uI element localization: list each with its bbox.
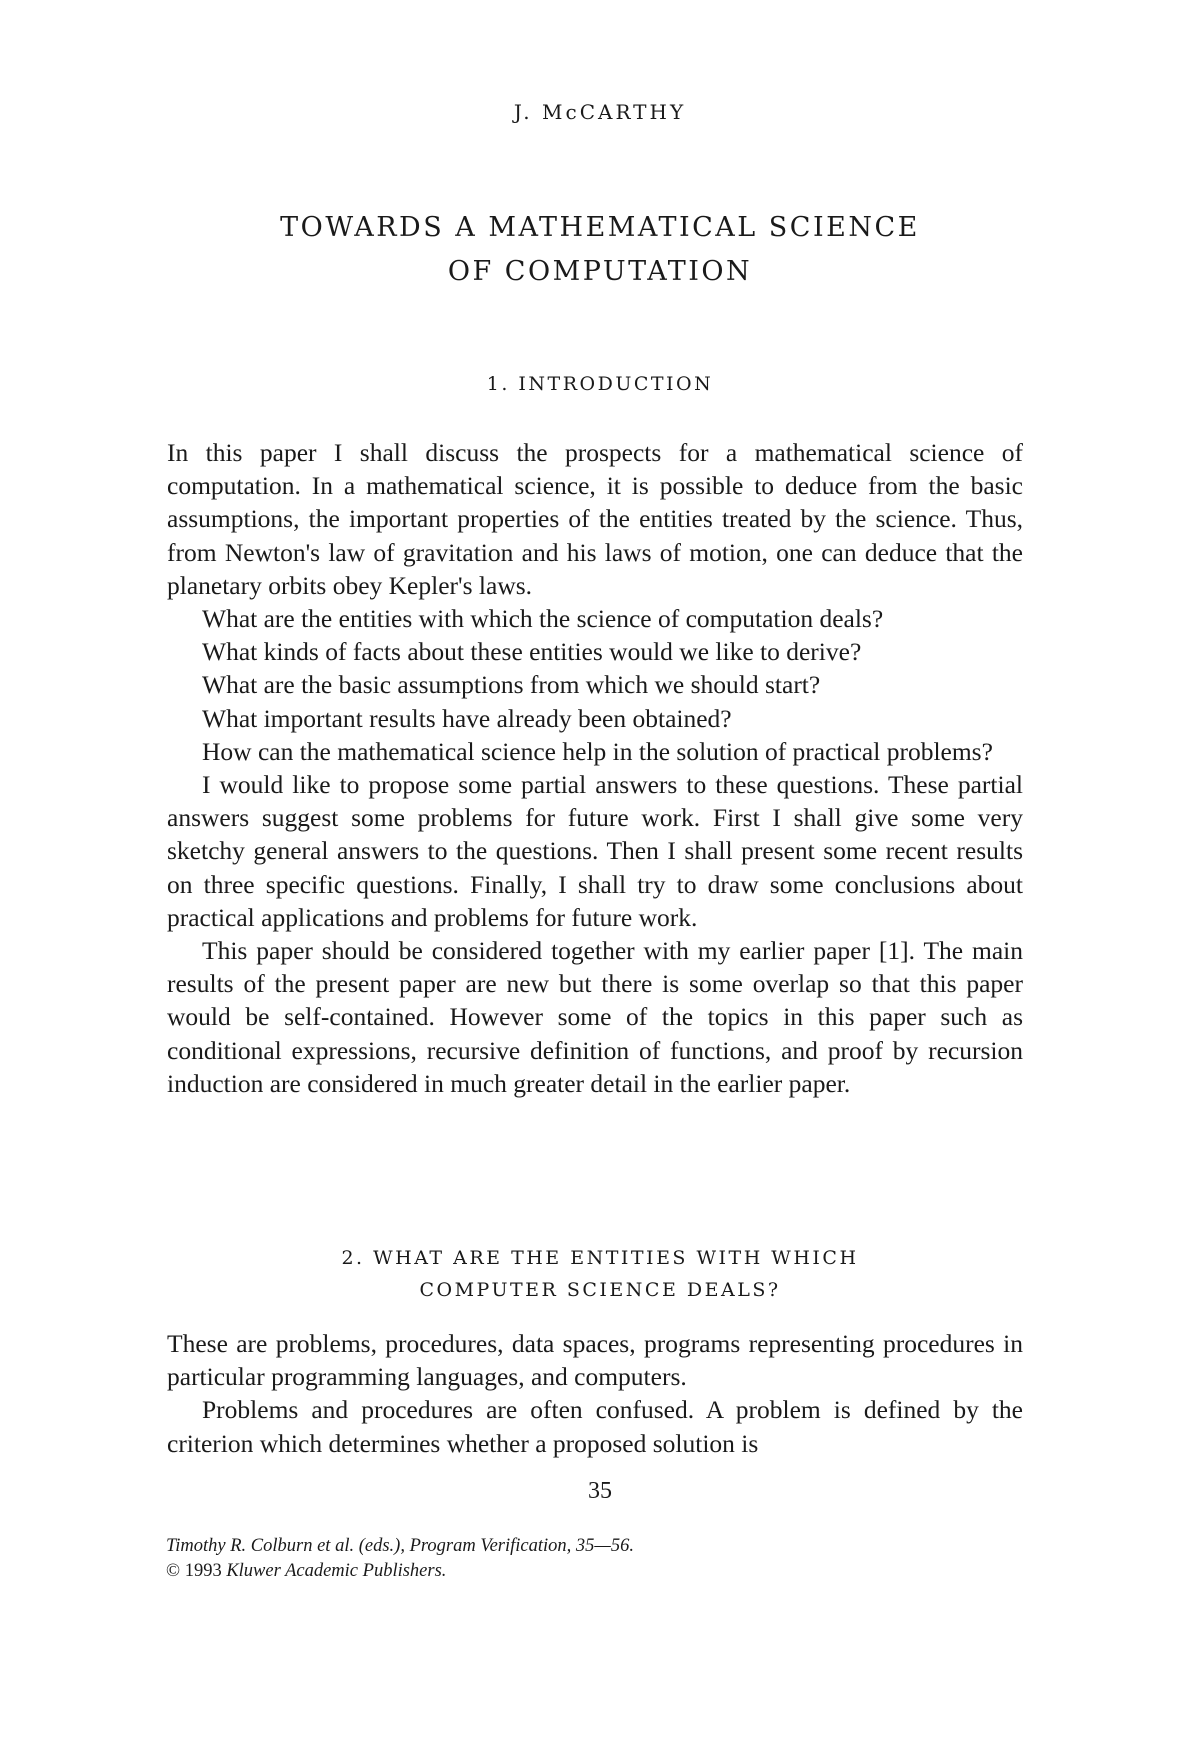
paragraph: This paper should be considered together with my earlier paper [1]. The main results of the present paper are new but there is some overlap so that this paper would be self-contained. However some of the topics in this paper such as conditional expressions, recursive definition of functions, and proof by recursion induction are considered in much greater detail in the earlier paper. bbox=[167, 936, 1023, 1098]
paragraph: What are the entities with which the science of computation deals? bbox=[202, 604, 884, 634]
paragraph: What are the basic assumptions from which we should start? bbox=[202, 670, 821, 700]
publication-footer bbox=[166, 1534, 1026, 1584]
section-heading-introduction: 1. INTRODUCTION bbox=[486, 373, 714, 395]
footer-year: 1993 bbox=[184, 1561, 222, 1581]
paragraph: How can the mathematical science help in the solution of practical problems? bbox=[202, 736, 993, 766]
paragraph: I would like to propose some partial answers to these questions. These partial answers suggest some problems for future work. First I shall give some very sketchy general answers to the questions. Then I shall present some recent results on three specific questions. Finally, I shall try to draw some conclusions about practical applications and problems for future work. bbox=[167, 770, 1023, 932]
paragraph: Problems and procedures are often confused. A problem is defined by the criterion which determines whether a proposed solution is bbox=[167, 1395, 1023, 1458]
running-header-author: J. McCARTHY bbox=[513, 100, 687, 124]
paragraph: These are problems, procedures, data spaces, programs representing procedures in particular programming languages, and computers. bbox=[167, 1329, 1023, 1392]
paper-title bbox=[0, 206, 1200, 294]
footer-citation: Timothy R. Colburn et al. (eds.), Program Verification, 35—56. bbox=[166, 1536, 634, 1556]
title-line-2: OF COMPUTATION bbox=[447, 256, 753, 287]
section-heading-entities bbox=[0, 1242, 1200, 1306]
heading-line-1: 2. WHAT ARE THE ENTITIES WITH WHICH bbox=[341, 1247, 859, 1269]
section2-body bbox=[167, 1327, 1023, 1460]
page-number: 35 bbox=[588, 1478, 612, 1504]
copyright-symbol: © bbox=[166, 1561, 181, 1581]
title-line-1: TOWARDS A MATHEMATICAL SCIENCE bbox=[280, 212, 920, 243]
footer-publisher: Kluwer Academic Publishers. bbox=[226, 1561, 447, 1581]
paragraph: In this paper I shall discuss the prospects for a mathematical science of computation. In a mathematical science, it is possible to deduce from the basic assumptions, the important properties of the entities treated by the science. Thus, from Newton's law of gravitation and his laws of motion, one can deduce that the planetary orbits obey Kepler's laws. bbox=[167, 438, 1023, 600]
paragraph: What kinds of facts about these entities would we like to derive? bbox=[202, 637, 862, 667]
heading-line-2: COMPUTER SCIENCE DEALS? bbox=[419, 1279, 781, 1301]
paragraph: What important results have already been obtained? bbox=[202, 703, 732, 733]
introduction-body bbox=[167, 436, 1023, 1100]
